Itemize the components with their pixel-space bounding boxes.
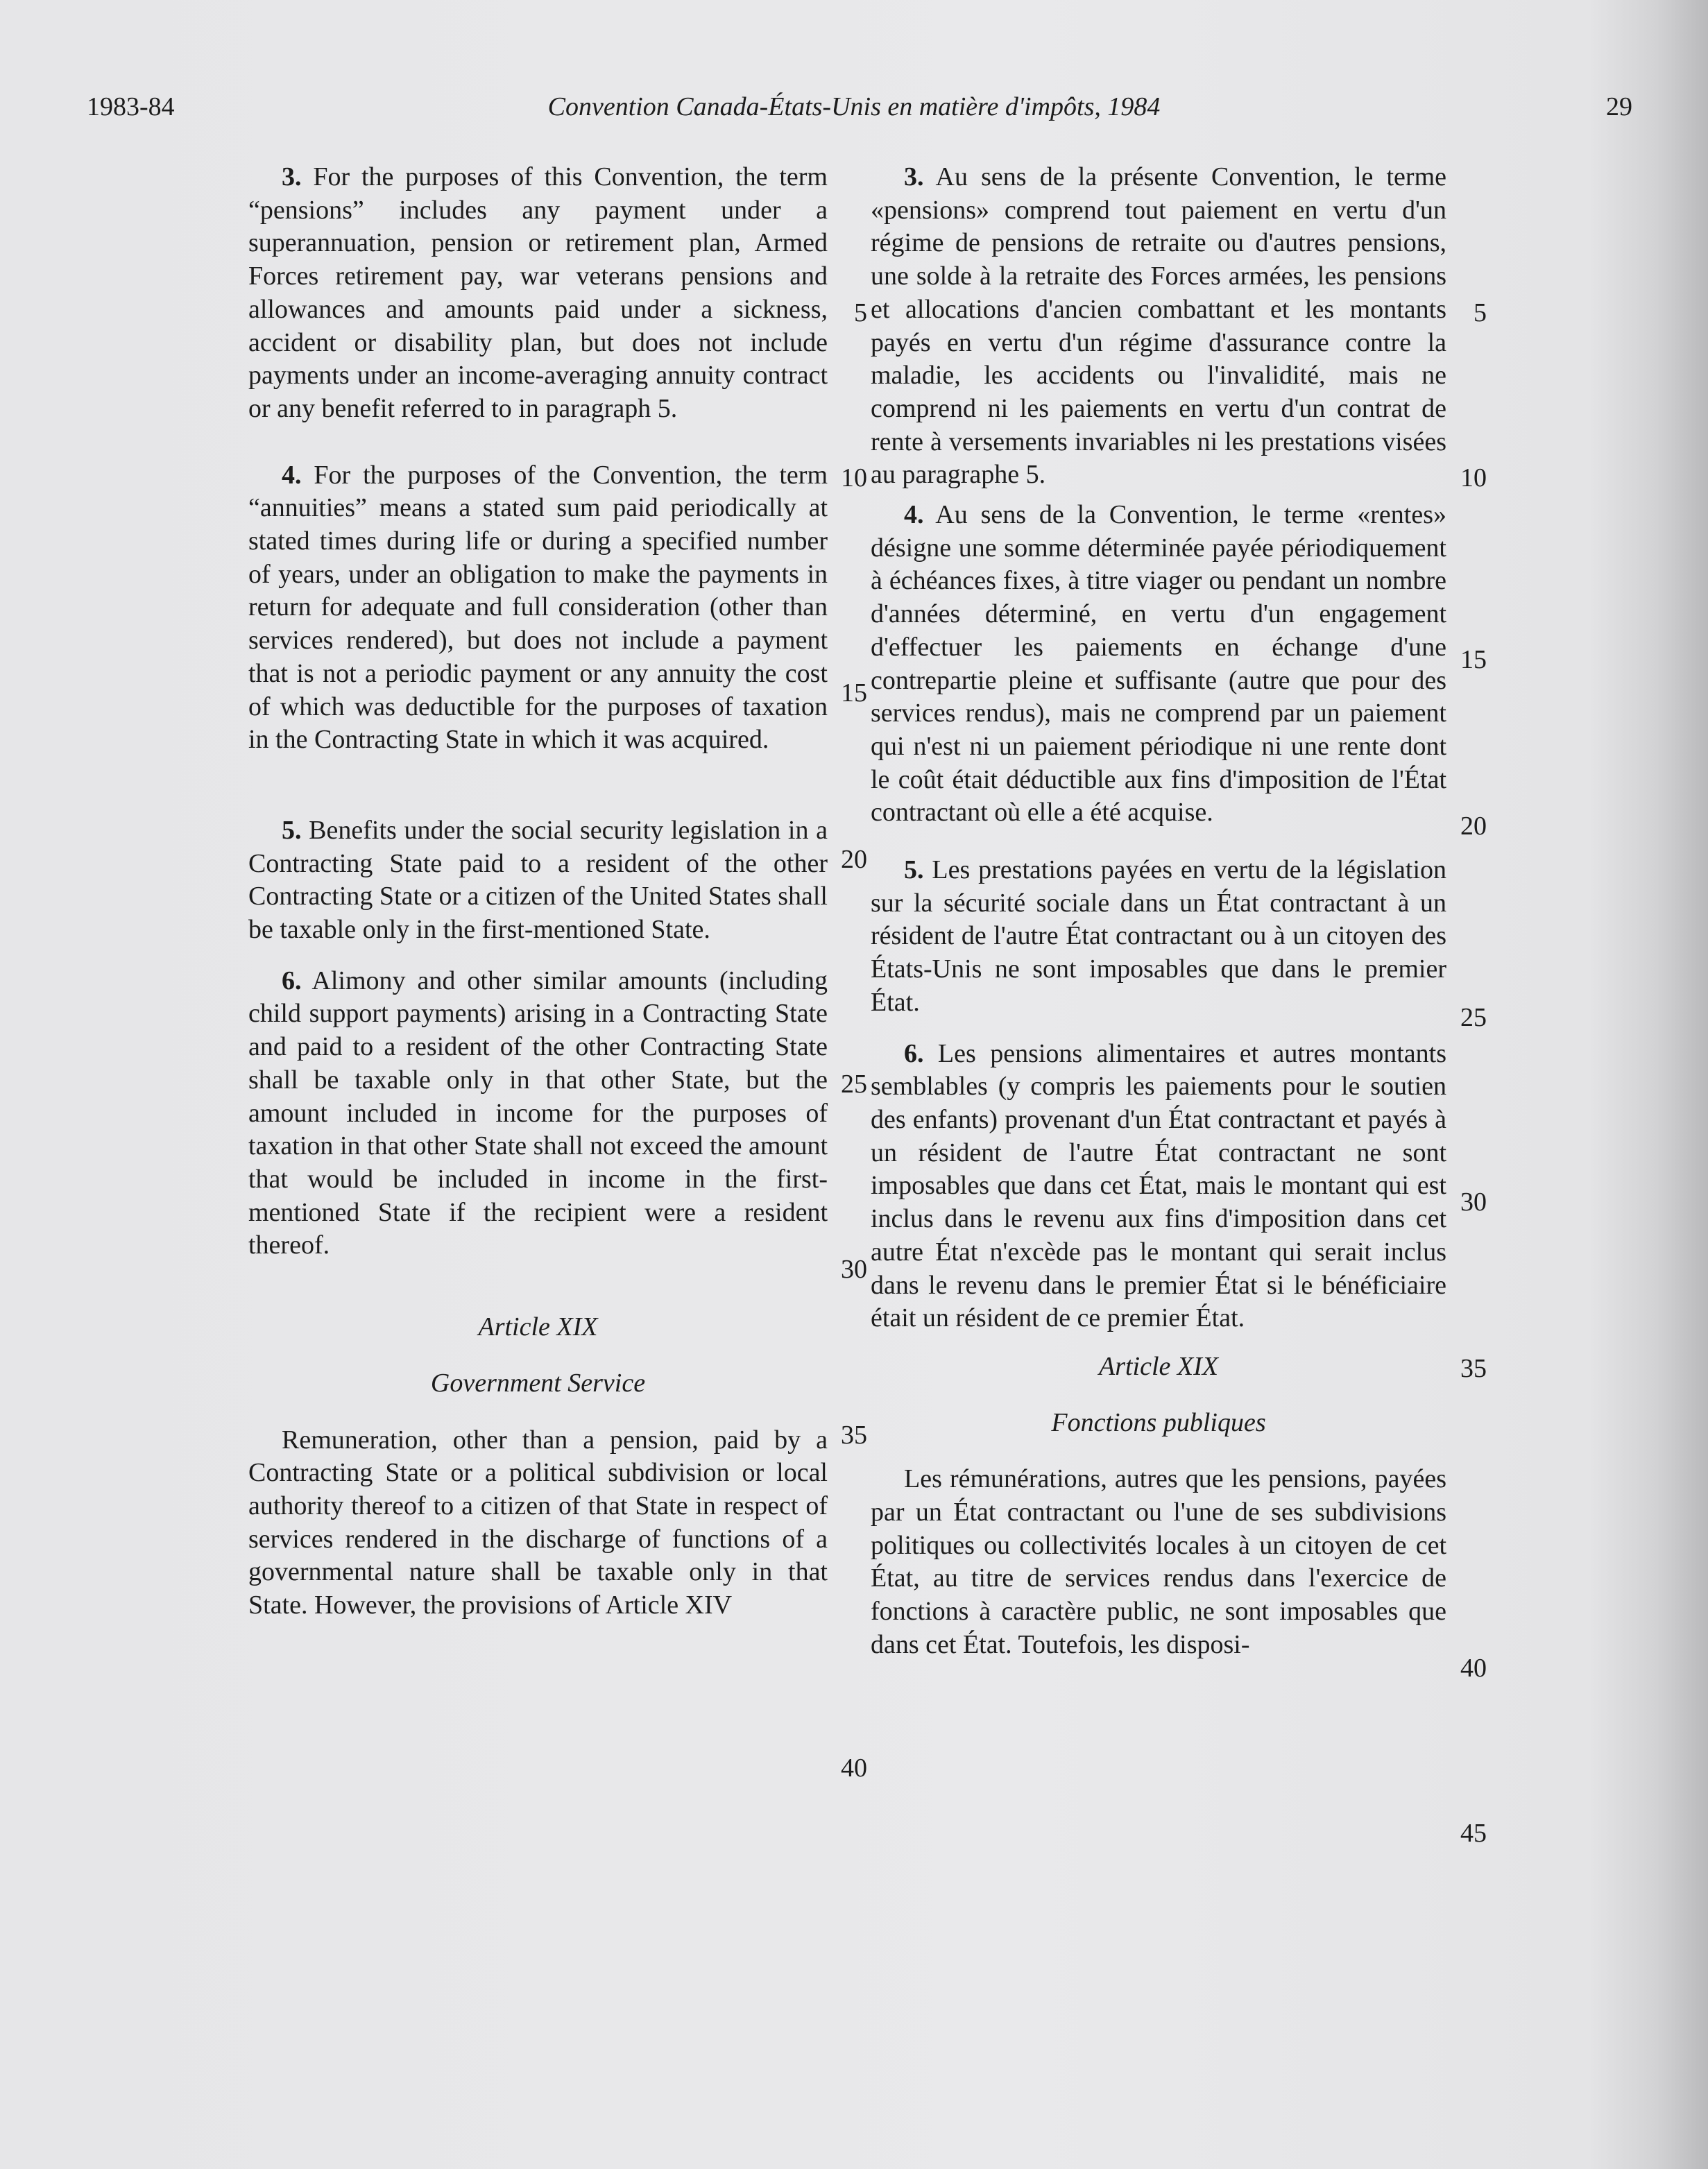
- en-paragraph-4-number: 4.: [282, 460, 302, 490]
- fr-paragraph-article-xix-text: Les rémunérations, autres que les pensions, payées par un État contractant ou l'une de ses subdivisions politiques ou collectivités locales à un citoyen de cet État, au titre de services rendus dans l'exercice de fonctions à caractère public, ne sont imposables que dans cet État. Toutefois, les disposi-: [871, 1464, 1446, 1659]
- en-paragraph-6-number: 6.: [282, 966, 302, 995]
- fr-article-heading: Article XIX: [1099, 1351, 1218, 1381]
- fr-paragraph-3: [871, 161, 1446, 492]
- line-number-mid-30: 30: [841, 1255, 867, 1284]
- line-number-right-10: 10: [1460, 463, 1487, 492]
- fr-paragraph-6: [871, 1038, 1446, 1335]
- fr-paragraph-4-text: Au sens de la Convention, le terme «rentes» désigne une somme déterminée payée périodiquement à échéances fixes, à titre viager ou pendant un nombre d'années déterminé, en vertu d'un engagement d'effectuer les paiements en échange d'une contrepartie pleine et suffisante (autre que pour des services rendus), mais ne comprend par un paiement qui n'est ni un paiement périodique ni une rente dont le coût était déductible aux fins d'imposition de l'État contractant où elle a été acquise.: [871, 500, 1446, 828]
- fr-paragraph-5: [871, 854, 1446, 1020]
- en-paragraph-article-xix: [248, 1424, 828, 1622]
- en-paragraph-5-number: 5.: [282, 815, 302, 845]
- line-number-mid-15: 15: [841, 678, 867, 708]
- en-paragraph-5-text: Benefits under the social security legislation in a Contracting State paid to a resident of the other Contracting State or a citizen of the United States shall be taxable only in the first-mentioned State.: [248, 815, 828, 945]
- line-number-right-30: 30: [1460, 1188, 1487, 1217]
- line-number-right-35: 35: [1460, 1354, 1487, 1383]
- en-paragraph-5: [248, 814, 828, 947]
- running-header-years: 1983-84: [87, 92, 175, 121]
- fr-paragraph-3-number: 3.: [904, 162, 924, 191]
- en-paragraph-6: [248, 965, 828, 1262]
- en-paragraph-3-number: 3.: [282, 162, 302, 191]
- en-paragraph-3-text: For the purposes of this Convention, the term “pensions” includes any payment under a superannuation, pension or retirement plan, Armed Forces retirement pay, war veterans pensions and allowances and amounts paid under a sickness, accident or disability plan, but does not include payments under an income-averaging annuity contract or any benefit referred to in paragraph 5.: [248, 162, 828, 423]
- fr-paragraph-6-text: Les pensions alimentaires et autres montants semblables (y compris les paiements pour le soutien des enfants) provenant d'un État contractant et payés à un résident de l'autre État contractant ne sont imposables que dans cet État, mais le montant qui est inclus dans le revenu aux fins d'imposition dans cet autre État n'excède pas le montant qui serait inclus dans le revenu dans le premier État si le bénéficiaire était un résident de ce premier État.: [871, 1038, 1447, 1333]
- line-number-right-20: 20: [1460, 812, 1487, 841]
- running-header-title: Convention Canada-États-Unis en matière d'impôts, 1984: [547, 92, 1161, 121]
- line-number-mid-5: 5: [854, 298, 867, 327]
- fr-article-title: Fonctions publiques: [1051, 1407, 1266, 1437]
- english-column: [248, 161, 828, 1622]
- en-article-title: Government Service: [430, 1368, 646, 1398]
- fr-paragraph-article-xix: [871, 1463, 1446, 1661]
- line-number-right-25: 25: [1460, 1003, 1487, 1032]
- en-paragraph-4: [248, 459, 828, 757]
- fr-paragraph-5-number: 5.: [904, 855, 924, 885]
- fr-paragraph-4-number: 4.: [904, 500, 924, 530]
- fr-paragraph-3-text: Au sens de la présente Convention, le terme «pensions» comprend tout paiement en vertu d'un régime de pensions de retraite ou d'autres pensions, une solde à la retraite des Forces armées, les pensions et allocations d'ancien combattant et les montants payés en vertu d'un régime d'assurance contre la maladie, les accidents ou l'invalidité, mais ne comprend ni les paiements en vertu d'un contrat de rente à versements invariables ni les prestations visées au paragraphe 5.: [871, 162, 1447, 490]
- en-paragraph-4-text: For the purposes of the Convention, the term “annuities” means a stated sum paid periodically at stated times during life or during a specified number of years, under an obligation to make the payments in return for adequate and full consideration (other than services rendered), but does not include a payment that is not a periodic payment or any annuity the cost of which was deductible for the purposes of taxation in the Contracting State in which it was acquired.: [248, 460, 828, 755]
- fr-paragraph-4: [871, 499, 1446, 830]
- line-number-right-45: 45: [1460, 1819, 1487, 1848]
- en-paragraph-3: [248, 161, 828, 426]
- line-number-mid-35: 35: [841, 1421, 867, 1450]
- line-number-mid-20: 20: [841, 845, 867, 874]
- line-number-right-5: 5: [1474, 298, 1487, 327]
- fr-paragraph-5-text: Les prestations payées en vertu de la législation sur la sécurité sociale dans un État contractant à un résident de l'autre État contractant ou à un citoyen des États-Unis ne sont imposables que dans le premier État.: [871, 855, 1447, 1017]
- en-paragraph-6-text: Alimony and other similar amounts (including child support payments) arising in a Contracting State and paid to a resident of the other Contracting State shall be taxable only in that other State, but the amount included in income for the purposes of taxation in that other State shall not exceed the amount that would be included in income in the first-mentioned State if the recipient were a resident thereof.: [248, 966, 828, 1260]
- page-number: 29: [1606, 92, 1632, 121]
- fr-paragraph-6-number: 6.: [904, 1038, 924, 1068]
- line-number-mid-25: 25: [841, 1070, 867, 1099]
- line-number-mid-40: 40: [841, 1754, 867, 1783]
- line-number-right-40: 40: [1460, 1654, 1487, 1683]
- en-article-heading: Article XIX: [478, 1312, 598, 1342]
- line-number-right-15: 15: [1460, 645, 1487, 674]
- french-column: [871, 161, 1446, 1662]
- line-number-mid-10: 10: [841, 463, 867, 492]
- en-paragraph-article-xix-text: Remuneration, other than a pension, paid by a Contracting State or a political subdivision or local authority thereof to a citizen of that State in respect of services rendered in the discharge of functions of a governmental nature shall be taxable only in that State. However, the provisions of Article XIV: [248, 1425, 828, 1620]
